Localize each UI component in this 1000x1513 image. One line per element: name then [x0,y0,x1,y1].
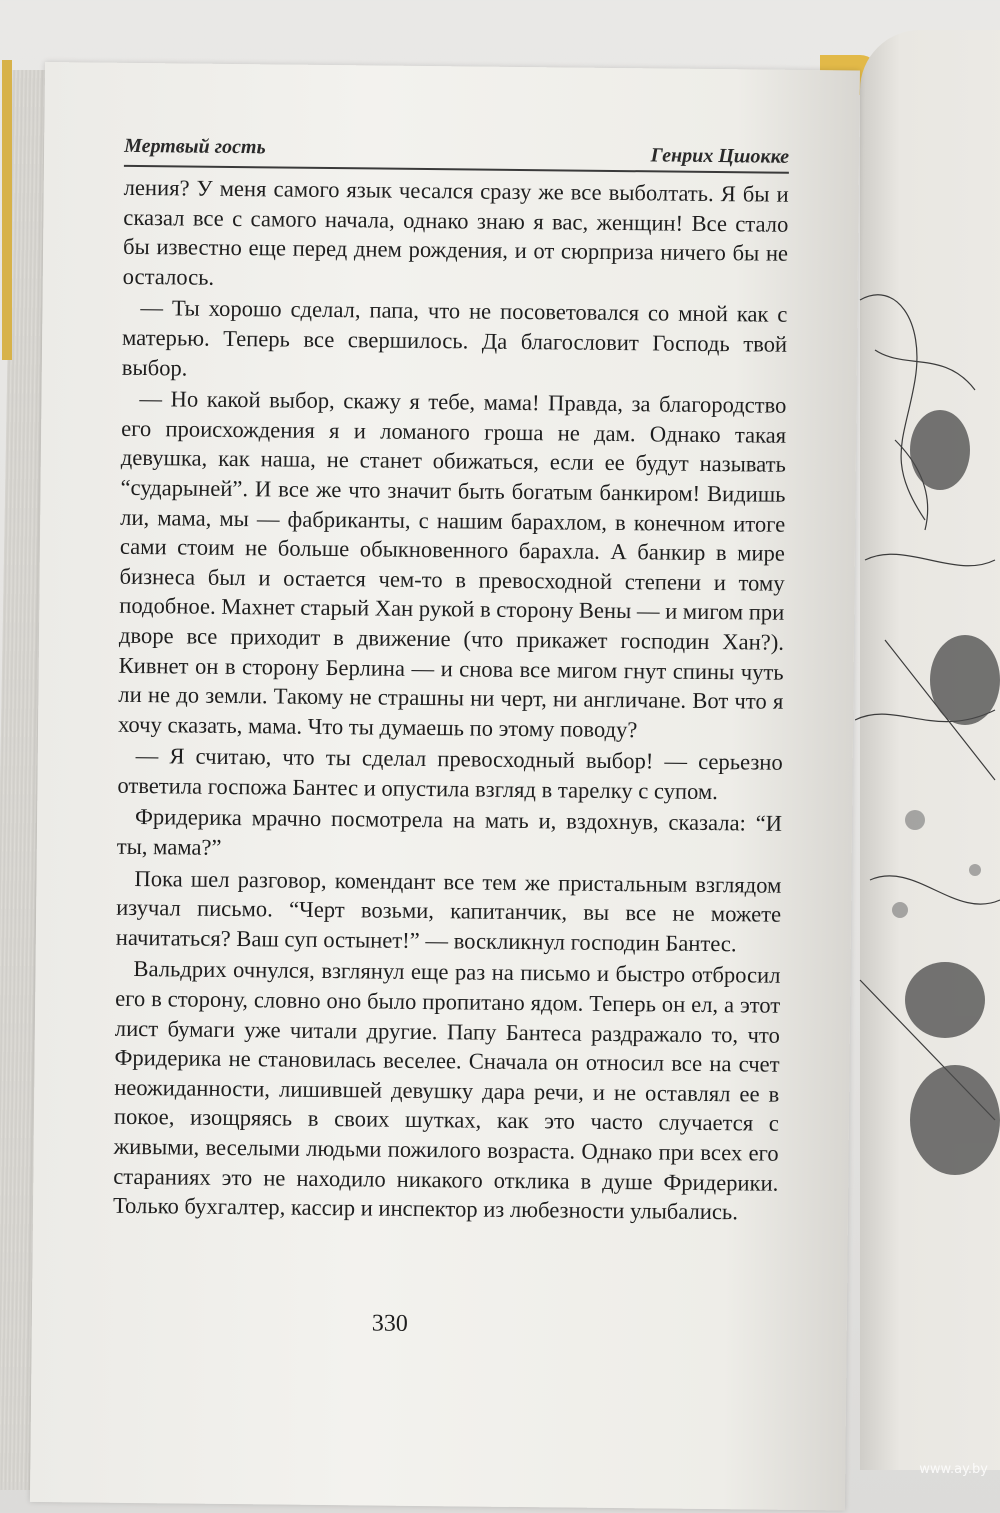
paragraph: — Я считаю, что ты сделал превосходный выбор! — серьезно ответила госпожа Бантес и опустила взгляд в тарелку с супом. [117,743,783,804]
paragraph: — Но какой выбор, скажу я тебе, мама! Правда, за благородство его происхождения я и ломаного гроша не дам. Однако такая девушка, как наша, не станет обижаться, если ее будут называть “сударыней”. И все же что значит быть богатым банкиром! Видишь ли, мама, мы — фабриканты, с нашим барахлом, в конечном итоге сами стоим не больше обыкновенного барахла. А банкир в мире бизнеса был и остается чем-то в превосходной степени и тому подобное. Махнет старый Хан рукой в сторону Вены — и мигом при дворе все приходит в движение (что прикажет господин Хан?). Кивнет он в сторону Берлина — и снова все мигом гнут спины чуть ли не до земли. Такому не страшны ни черт, ни англичане. Вот что я хочу сказать, мама. Что ты думаешь по этому поводу? [117,386,787,742]
paragraph: Пока шел разговор, комендант все тем же пристальным взглядом изучал письмо. “Черт возьми, капитанчик, вы все не можете начитаться? Ваш суп остынет!” — воскликнул господин Бантес. [115,865,782,957]
book-spine [2,60,12,360]
left-page [30,62,860,1510]
paragraph: Фридерика мрачно посмотрела на мать и, вздохнув, сказала: “И ты, мама?” [116,804,783,860]
running-head-author: Генрих Цшокке [650,144,790,168]
running-head-title: Мертвый гость [124,134,266,159]
page-number: 330 [371,1310,408,1337]
paragraph: Вальдрих очнулся, взглянул еще раз на письмо и быстро отбросил его в сторону, словно оно было пропитано ядом. Теперь он ел, а этот лист бумаги уже читали другие. Папу Бантеса раздражало то, что Фридерика не становилась веселее. Сначала он относил все на счет неожиданности, лишившей девушку дара речи, и не оставлял ее в покое, изощряясь в своих шутках, как это часто случается с живыми, веселыми людьми пожилого возраста. Однако при всех его стараниях это не находило никакого отклика в душе Фридерики. Только бухгалтер, кассир и инспектор из любезности улыбались. [112,956,781,1225]
running-head [124,135,789,174]
paragraph: — Ты хорошо сделал, папа, что не посоветовался со мной как с матерью. Теперь все свершилось. Да благословит Господь твой выбор. [121,295,788,381]
engraving-illustration [855,260,1000,1260]
watermark: www.ay.by [919,1462,988,1477]
page-body-text [113,173,789,1230]
paragraph: ления? У меня самого язык чесался сразу же все выболтать. Я бы и сказал все с самого начала, однако знаю я вас, женщин! Все стало бы известно еще перед днем рождения, и от сюрприза ничего бы не осталось. [122,174,789,290]
